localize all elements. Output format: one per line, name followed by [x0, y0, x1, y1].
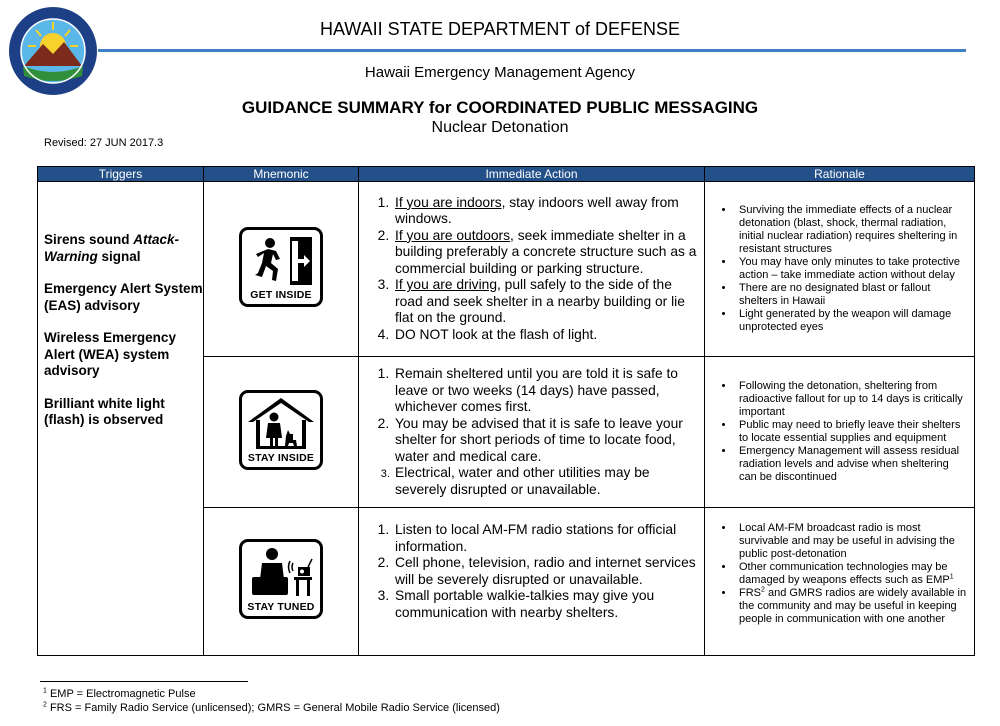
department-title: HAWAII STATE DEPARTMENT of DEFENSE	[319, 19, 681, 39]
list-item: • Following the detonation, sheltering from radioactive fallout for up to 14 days is critically important	[735, 380, 968, 419]
mnemonic-cell	[204, 508, 359, 656]
footnote-text: EMP = Electromagnetic Pulse	[46, 688, 196, 700]
list-item: • Local AM-FM broadcast radio is most survivable and may be useful in advising the public post-detonation	[735, 522, 968, 561]
rationale-text: and GMRS radios are widely available in the community and may be useful in keeping people in communication with one another	[739, 587, 967, 625]
table-row	[38, 182, 975, 357]
get-inside-label: GET INSIDE	[250, 288, 312, 301]
trigger-wea: Wireless Emergency Alert (WEA) system advisory	[44, 330, 176, 378]
list-item	[735, 561, 968, 587]
action-cell	[359, 182, 705, 357]
footnote-text: FRS = Family Radio Service (unlicensed); GMRS = General Mobile Radio Service (licensed)	[46, 702, 500, 714]
guidance-title: GUIDANCE SUMMARY for COORDINATED PUBLIC MESSAGING	[241, 98, 759, 117]
guidance-table	[37, 166, 975, 656]
list-item: • There are no designated blast or fallout shelters in Hawaii	[735, 282, 968, 308]
rationale-text: FRS	[739, 587, 761, 599]
rationale-list	[705, 522, 974, 626]
rationale-cell	[705, 508, 975, 656]
footnote-ref: 2	[761, 586, 765, 594]
action-emphasis: If you are driving	[395, 277, 497, 293]
stay-tuned-label: STAY TUNED	[247, 601, 315, 613]
list-item	[393, 195, 698, 228]
column-header-triggers: Triggers	[38, 167, 204, 182]
footnote-rule	[40, 681, 248, 682]
action-cell	[359, 508, 705, 656]
table-header-row	[38, 167, 975, 182]
rationale-text: Other communication technologies may be damaged by weapons effects such as EMP	[739, 561, 950, 586]
list-item: • Surviving the immediate effects of a nuclear detonation (blast, shock, thermal radiation, initial nuclear radiation) requires sheltering in resistant structures	[735, 204, 968, 256]
action-emphasis: If you are outdoors	[395, 227, 511, 243]
list-item	[735, 587, 968, 626]
trigger-sirens	[44, 232, 203, 265]
trigger-eas: Emergency Alert System (EAS) advisory	[44, 281, 203, 313]
list-item: • Light generated by the weapon will damage unprotected eyes	[735, 308, 968, 334]
list-item: 3. Small portable walkie-talkies may give you communication with nearby shelters.	[393, 588, 698, 621]
revision-date: Revised: 27 JUN 2017.3	[44, 137, 164, 149]
list-item: • Public may need to briefly leave their shelters to locate essential supplies and equipment	[735, 419, 968, 445]
rationale-cell	[705, 182, 975, 357]
mnemonic-cell	[204, 182, 359, 357]
action-text: , pull safely to the side of the road and seek shelter in a nearby building or lie flat on the ground.	[395, 277, 685, 326]
rationale-list	[705, 204, 974, 334]
list-item: • You may have only minutes to take protective action – take immediate action without delay	[735, 256, 968, 282]
column-header-immediate-action: Immediate Action	[359, 167, 705, 182]
column-header-rationale: Rationale	[705, 167, 975, 182]
rationale-cell	[705, 357, 975, 508]
action-cell	[359, 357, 705, 508]
list-item	[393, 277, 698, 327]
footnote-emp	[43, 688, 196, 700]
action-list	[359, 366, 704, 498]
trigger-sirens-text: Sirens sound	[44, 232, 134, 247]
action-list	[359, 195, 704, 344]
list-item	[393, 228, 698, 278]
stay-inside-icon	[239, 390, 323, 470]
action-list	[359, 522, 704, 621]
mnemonic-cell	[204, 357, 359, 508]
action-text: DO NOT look at the flash of light.	[395, 326, 598, 342]
footnote-frs	[43, 702, 500, 714]
trigger-flash: Brilliant white light (flash) is observed	[44, 395, 165, 427]
list-item: 2. You may be advised that it is safe to leave your shelter for short periods of time to locate food, water and medical care.	[393, 416, 698, 466]
list-item: 1. Listen to local AM-FM radio stations for official information.	[393, 522, 698, 555]
list-item: 2. Cell phone, television, radio and internet services will be severely disrupted or unavailable.	[393, 555, 698, 588]
footnote-ref: 1	[949, 573, 954, 581]
trigger-sirens-suffix: signal	[97, 248, 141, 264]
header-rule	[98, 49, 966, 52]
list-item: 3. Electrical, water and other utilities may be severely disrupted or unavailable.	[393, 465, 698, 498]
footnote-number: 1	[43, 687, 47, 695]
trigger-sirens-italic: Attack-Warning	[44, 232, 180, 264]
stay-tuned-icon	[239, 539, 323, 619]
get-inside-icon	[239, 227, 323, 307]
triggers-cell	[38, 182, 204, 656]
list-item: 1. Remain sheltered until you are told it is safe to leave or two weeks (14 days) have passed, whichever comes first.	[393, 366, 698, 416]
rationale-list	[705, 380, 974, 484]
action-text: , seek immediate shelter in a building preferably a concrete structure such as a commercial building or parking structure.	[395, 227, 697, 276]
list-item: • Emergency Management will assess residual radiation levels and advise when sheltering can be discontinued	[735, 445, 968, 484]
document-subtitle: Nuclear Detonation	[431, 119, 569, 136]
footnote-number: 2	[43, 701, 47, 709]
agency-name: Hawaii Emergency Management Agency	[364, 64, 636, 81]
stay-inside-label: STAY INSIDE	[247, 451, 315, 464]
action-emphasis: If you are indoors	[395, 194, 502, 210]
action-text: , stay indoors well away from windows.	[395, 194, 679, 227]
column-header-mnemonic: Mnemonic	[204, 167, 359, 182]
list-item	[393, 327, 698, 344]
